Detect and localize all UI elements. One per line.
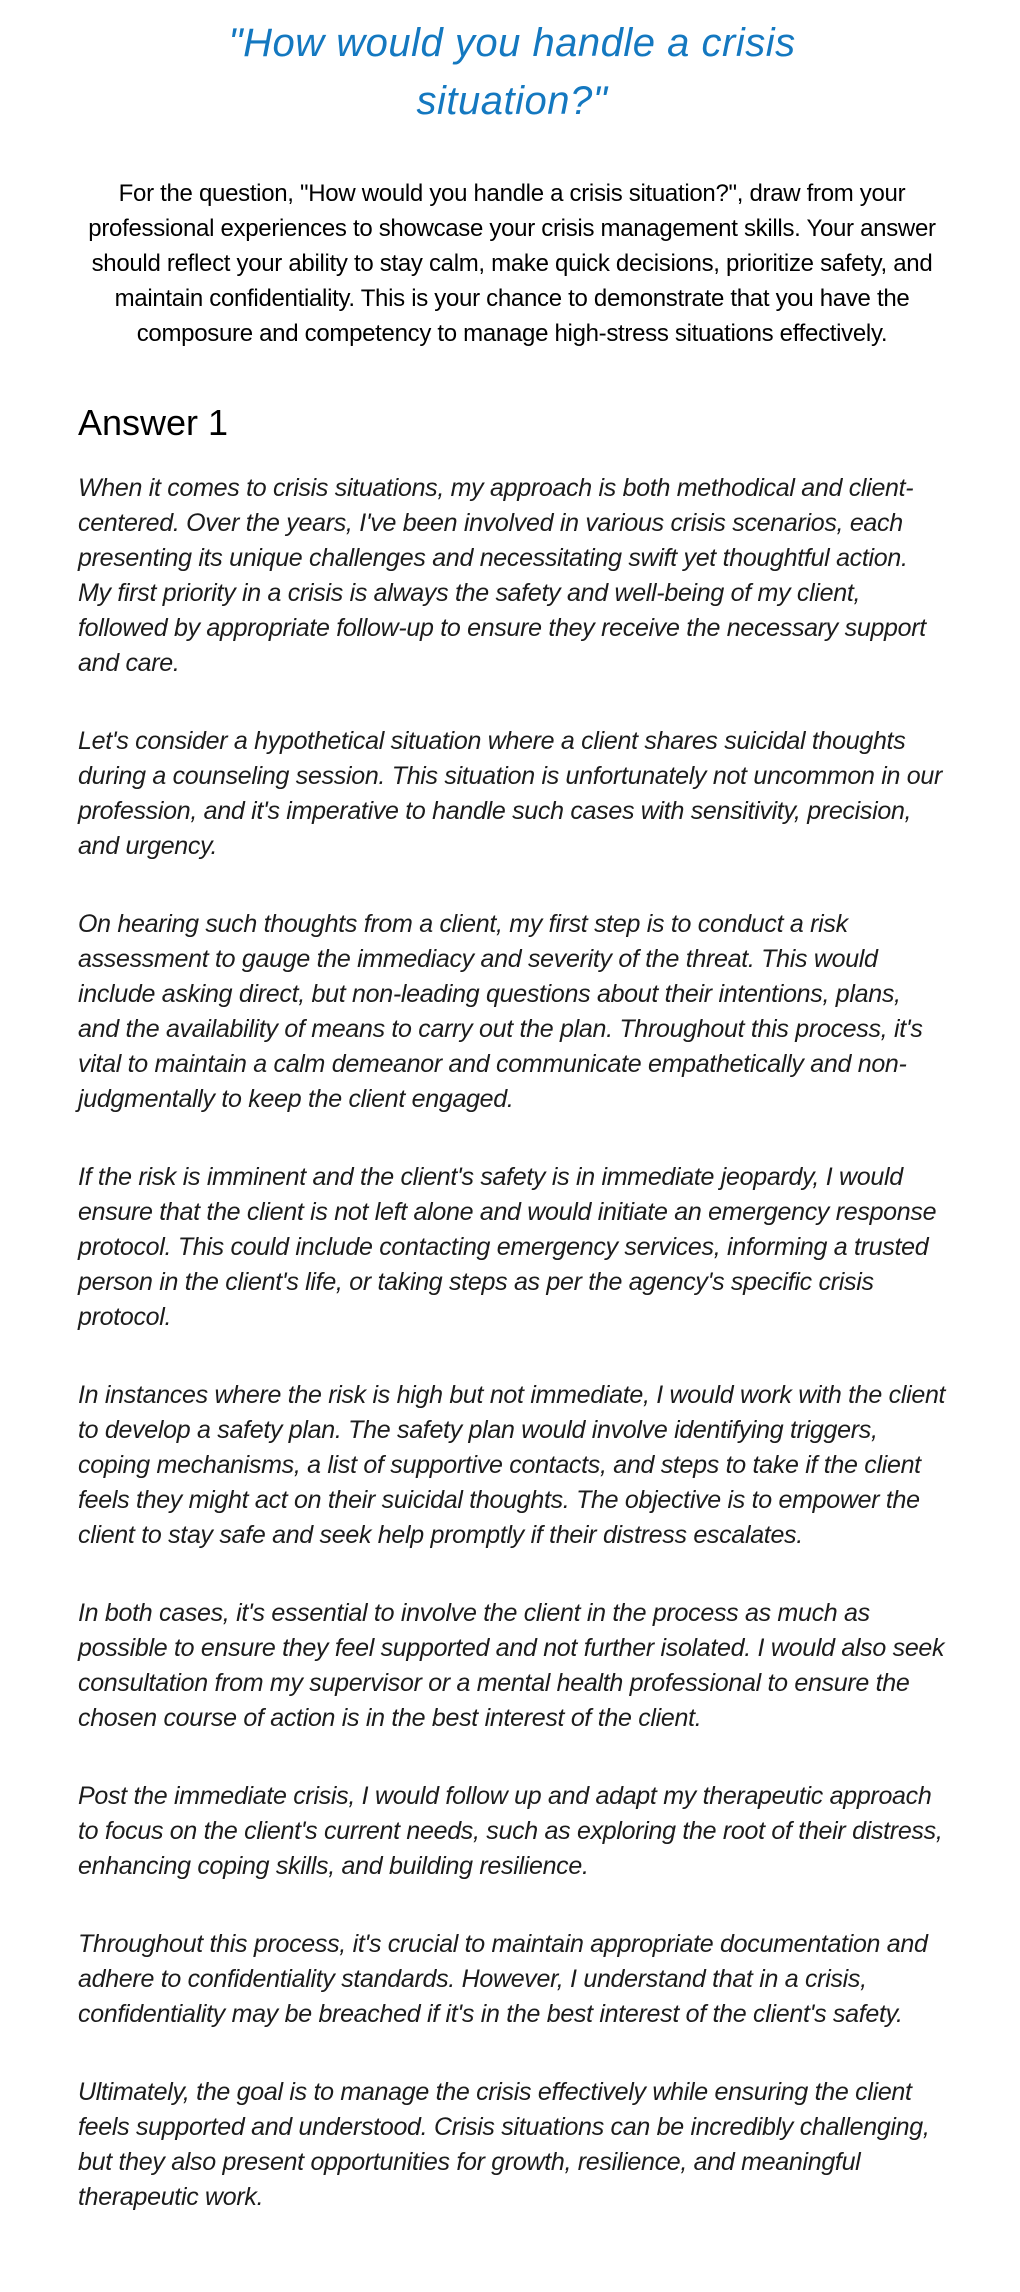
answer-paragraph: In both cases, it's essential to involve the client in the process as much as possible to ensure they feel supported and not further isolated. I would also seek consultation from my supervisor or a mental health professional to ensure the chosen course of action is in the best interest of the client. — [78, 1599, 945, 1732]
intro-paragraph: For the question, "How would you handle a crisis situation?", draw from your professional experiences to showcase your crisis management skills. Your answer should reflect your ability to stay calm, make quick decisions, prioritize safety, and maintain confidentiality. This is your chance to demonstrate that you have the composure and competency to manage high-stress situations effectively. — [88, 180, 936, 347]
answer-paragraph: Ultimately, the goal is to manage the crisis effectively while ensuring the client feels supported and understood. Crisis situations can be incredibly challenging, but they also present opportunities for growth, resilience, and meaningful therapeutic work. — [78, 2078, 930, 2211]
answer-paragraph: On hearing such thoughts from a client, my first step is to conduct a risk assessment to gauge the immediacy and severity of the threat. This would include asking direct, but non-leading questions about their intentions, plans, and the availability of means to carry out the plan. Throughout this process, it's vital to maintain a calm demeanor and communicate empathetically and non-judgmentally to keep the client engaged. — [78, 910, 923, 1113]
answer-paragraph: If the risk is imminent and the client's safety is in immediate jeopardy, I would ensure that the client is not left alone and would initiate an emergency response protocol. This could include contacting emergency services, informing a trusted person in the client's life, or taking steps as per the agency's specific crisis protocol. — [78, 1163, 937, 1331]
answer-body — [78, 471, 946, 2215]
page-title: "How would you handle a crisis situation?" — [228, 21, 796, 123]
answer-paragraph: When it comes to crisis situations, my approach is both methodical and client-centered. Over the years, I've been involved in various crisis scenarios, each presenting its unique challenges and necessitating swift yet thoughtful action. My first priority in a crisis is always the safety and well-being of my client, followed by appropriate follow-up to ensure they receive the necessary support and care. — [78, 474, 926, 677]
answer-heading: Answer 1 — [78, 402, 229, 443]
answer-paragraph: Post the immediate crisis, I would follow up and adapt my therapeutic approach to focus on the client's current needs, such as exploring the root of their distress, enhancing coping skills, and building resilience. — [78, 1782, 943, 1880]
answer-paragraph: In instances where the risk is high but not immediate, I would work with the client to develop a safety plan. The safety plan would involve identifying triggers, coping mechanisms, a list of supportive contacts, and steps to take if the client feels they might act on their suicidal thoughts. The objective is to empower the client to stay safe and seek help promptly if their distress escalates. — [78, 1381, 946, 1549]
answer-paragraph: Let's consider a hypothetical situation where a client shares suicidal thoughts during a counseling session. This situation is unfortunately not uncommon in our profession, and it's imperative to handle such cases with sensitivity, precision, and urgency. — [78, 727, 943, 860]
answer-paragraph: Throughout this process, it's crucial to maintain appropriate documentation and adhere to confidentiality standards. However, I understand that in a crisis, confidentiality may be breached if it's in the best interest of the client's safety. — [78, 1930, 928, 2028]
